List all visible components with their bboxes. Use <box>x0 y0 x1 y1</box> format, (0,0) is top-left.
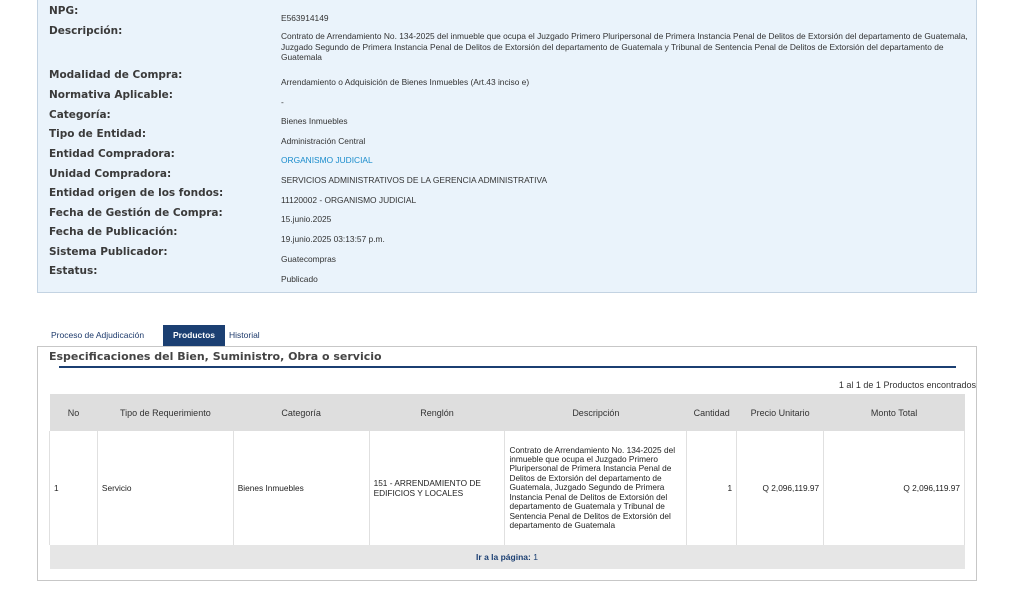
detail-label: Categoría: <box>49 109 111 121</box>
section-divider <box>59 366 956 368</box>
detail-value: Guatecompras <box>281 254 336 264</box>
result-count: 1 al 1 de 1 Productos encontrados <box>838 380 976 390</box>
cell-renglon: 151 - ARRENDAMIENTO DE EDIFICIOS Y LOCALES <box>369 431 505 545</box>
detail-value: 11120002 - ORGANISMO JUDICIAL <box>281 195 417 205</box>
detail-label: Tipo de Entidad: <box>49 128 147 140</box>
cell-no: 1 <box>50 431 98 545</box>
detail-label: Entidad origen de los fondos: <box>49 187 224 199</box>
tab-historial[interactable]: Historial <box>229 330 260 340</box>
pager-page-link[interactable]: 1 <box>533 552 538 562</box>
products-table <box>49 394 965 569</box>
cell-categoria: Bienes Inmuebles <box>233 431 369 545</box>
detail-label: Entidad Compradora: <box>49 148 175 160</box>
section-title: Especificaciones del Bien, Suministro, Obra o servicio <box>49 350 382 363</box>
detail-label: Normativa Aplicable: <box>49 89 173 101</box>
pager-label: Ir a la página: <box>476 552 531 562</box>
detail-label: Fecha de Publicación: <box>49 226 178 238</box>
cell-precio-unitario: Q 2,096,119.97 <box>737 431 824 545</box>
detail-label: Unidad Compradora: <box>49 168 172 180</box>
cell-descripcion: Contrato de Arrendamiento No. 134-2025 del inmueble que ocupa el Juzgado Primero Pluripersonal de Primera Instancia Penal de Delitos de Extorsión del departamento de Guatemala, Juzgado Segundo de Primera Instancia Penal de Delitos de Extorsión del departamento de Guatemala y Tribunal de Sentencia Penal de Delitos de Extorsión del departamento de Guatemala <box>505 431 687 545</box>
cell-monto-total: Q 2,096,119.97 <box>824 431 965 545</box>
pager-row <box>50 545 965 569</box>
detail-value: Arrendamiento o Adquisición de Bienes Inmuebles (Art.43 inciso e) <box>281 77 530 87</box>
products-panel <box>37 346 977 581</box>
column-header-categoria: Categoría <box>233 394 369 431</box>
pager <box>50 545 965 569</box>
detail-label: NPG: <box>49 5 79 17</box>
entidad-compradora-link[interactable]: ORGANISMO JUDICIAL <box>281 155 373 165</box>
cell-cantidad: 1 <box>687 431 737 545</box>
detail-value: Bienes Inmuebles <box>281 116 348 126</box>
column-header-no: No <box>50 394 98 431</box>
column-header-cantidad: Cantidad <box>687 394 737 431</box>
column-header-tipo: Tipo de Requerimiento <box>97 394 233 431</box>
detail-label: Sistema Publicador: <box>49 246 168 258</box>
tab-productos[interactable]: Productos <box>163 325 225 346</box>
detail-value: E563914149 <box>281 13 329 23</box>
detail-value: Administración Central <box>281 136 366 146</box>
status-value: Publicado <box>281 274 318 284</box>
column-header-renglon: Renglón <box>369 394 505 431</box>
tab-proceso-adjudicacion[interactable]: Proceso de Adjudicación <box>51 330 145 340</box>
detail-panel <box>37 0 977 293</box>
detail-value: SERVICIOS ADMINISTRATIVOS DE LA GERENCIA ADMINISTRATIVA <box>281 175 548 185</box>
detail-label: Descripción: <box>49 25 123 37</box>
detail-label: Estatus: <box>49 265 98 277</box>
detail-value: Contrato de Arrendamiento No. 134-2025 del inmueble que ocupa el Juzgado Primero Pluripersonal de Primera Instancia Penal de Delitos de Extorsión del departamento de Guatemala, Juzgado Segundo de Primera Instancia Penal de Delitos de Extorsión del departamento de Guatemala y Tribunal de Sentencia Penal de Delitos de Extorsión del departamento de Guatemala <box>281 31 968 63</box>
table-header-row <box>50 394 965 431</box>
table-row <box>50 431 965 545</box>
column-header-precio-unitario: Precio Unitario <box>737 394 824 431</box>
detail-label: Fecha de Gestión de Compra: <box>49 207 223 219</box>
column-header-descripcion: Descripción <box>505 394 687 431</box>
detail-value: 19.junio.2025 03:13:57 p.m. <box>281 234 385 244</box>
detail-value: 15.junio.2025 <box>281 214 332 224</box>
detail-value: - <box>281 97 284 107</box>
detail-label: Modalidad de Compra: <box>49 69 183 81</box>
tab-bar <box>37 325 977 346</box>
column-header-monto-total: Monto Total <box>824 394 965 431</box>
cell-tipo: Servicio <box>97 431 233 545</box>
